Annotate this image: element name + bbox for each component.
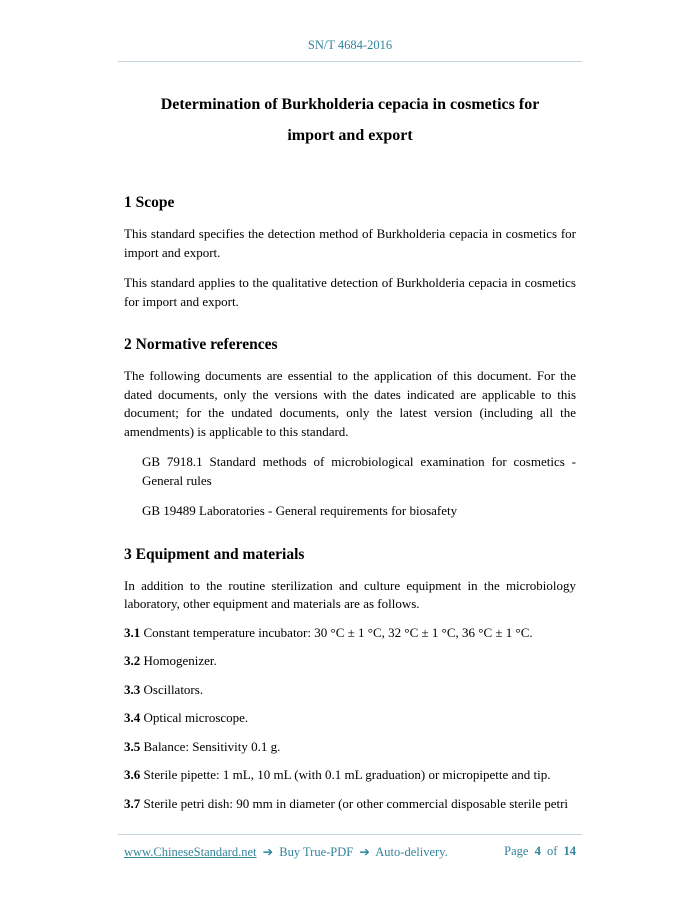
footer-delivery-text: Auto-delivery.: [375, 845, 448, 859]
item-number: 3.7: [124, 795, 141, 811]
page-label: Page: [504, 844, 529, 858]
equipment-item-3-3: [124, 681, 576, 700]
footer-buy-text: Buy True-PDF: [279, 845, 354, 859]
page-number: 4: [534, 844, 541, 858]
item-number: 3.2: [124, 653, 141, 668]
item-number: 3.1: [124, 624, 141, 640]
title-line-2: import and export: [287, 127, 413, 144]
equipment-item-3-2: [124, 652, 576, 671]
equipment-item-3-5: [124, 738, 576, 757]
item-text: Sterile petri dish: 90 mm in diameter (or other commercial disposable sterile petri: [143, 795, 569, 811]
of-label: of: [546, 844, 558, 858]
section-heading-equipment: 3 Equipment and materials: [124, 545, 305, 563]
normative-references-paragraph: The following documents are essential to the application of this document. For the dated documents, only the versions with the dates indicated are applicable to this document; for the undated documents, only the latest version (including all the amendments) is applicable to this standard.: [124, 368, 576, 439]
item-number: 3.4: [124, 710, 141, 725]
item-text: Sterile pipette: 1 mL, 10 mL (with 0.1 mL graduation) or micropipette and tip.: [143, 767, 551, 782]
section-heading-normative-references: 2 Normative references: [124, 336, 278, 353]
equipment-item-3-1: [124, 624, 576, 643]
footer-left: [124, 844, 448, 860]
title-line-1: Determination of Burkholderia cepacia in cosmetics for: [160, 96, 540, 113]
equipment-intro-paragraph: In addition to the routine sterilization and culture equipment in the microbiology laboratory, other equipment and materials are as follows.: [124, 577, 576, 611]
page-footer: [118, 834, 582, 860]
page-indicator: [501, 844, 576, 860]
item-text: Homogenizer.: [143, 653, 217, 668]
item-text: Balance: Sensitivity 0.1 g.: [143, 738, 281, 754]
item-number: 3.3: [124, 681, 141, 697]
reference-entry-gb19489: GB 19489 Laboratories - General requirements for biosafety: [142, 503, 458, 518]
header-divider: [118, 61, 582, 62]
equipment-item-3-4: [124, 709, 576, 728]
arrow-icon: ➔: [262, 845, 274, 859]
item-text: Optical microscope.: [143, 710, 249, 725]
total-pages: 14: [563, 844, 576, 858]
footer-divider: [118, 834, 582, 835]
item-text: Oscillators.: [143, 681, 204, 697]
scope-paragraph-1: This standard specifies the detection method of Burkholderia cepacia in cosmetics for import and export.: [124, 226, 576, 260]
equipment-item-3-7: [124, 795, 576, 814]
website-link[interactable]: www.ChineseStandard.net: [124, 845, 257, 859]
scope-paragraph-2: This standard applies to the qualitative detection of Burkholderia cepacia in cosmetics for import and export.: [124, 275, 576, 309]
item-number: 3.6: [124, 767, 141, 782]
document-title: [124, 89, 576, 151]
arrow-icon: ➔: [359, 845, 370, 859]
equipment-item-3-6: [124, 766, 576, 785]
item-text: Constant temperature incubator: 30 °C ± 1 °C, 32 °C ± 1 °C, 36 °C ± 1 °C.: [143, 624, 533, 640]
standard-number: SN/T 4684-2016: [307, 38, 393, 52]
item-number: 3.5: [124, 738, 141, 754]
section-heading-scope: 1 Scope: [124, 194, 175, 211]
reference-entry-gb7918: GB 7918.1 Standard methods of microbiological examination for cosmetics - General rules: [142, 454, 576, 488]
